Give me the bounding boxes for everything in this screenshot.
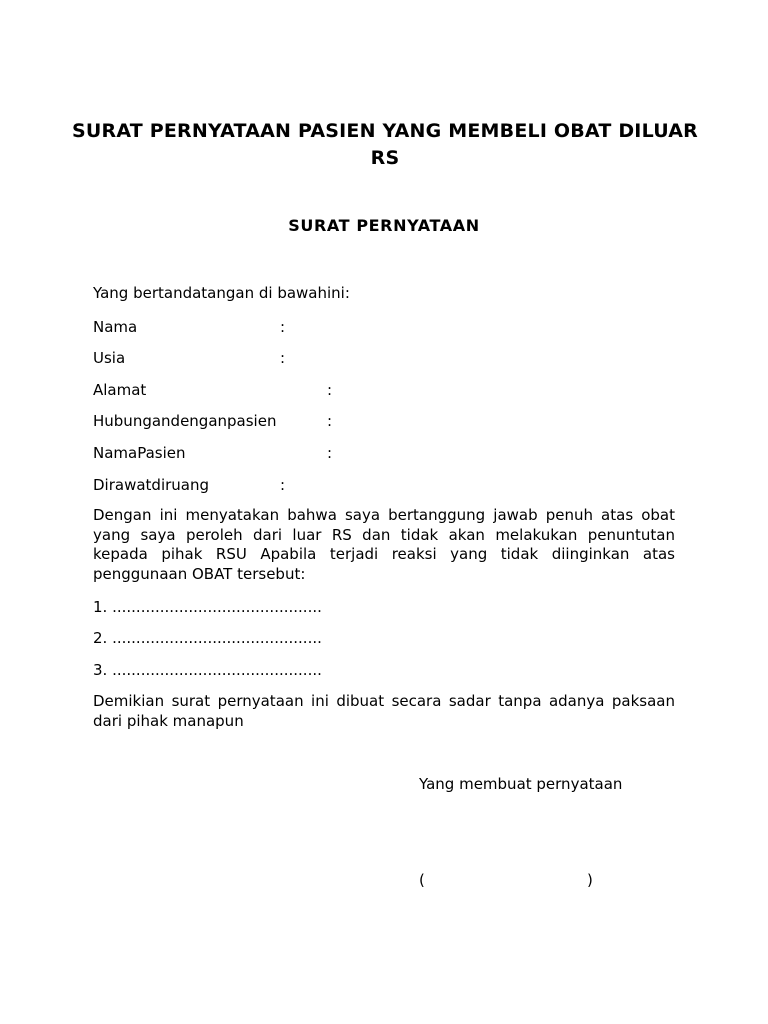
signature-open-paren: (: [419, 871, 425, 889]
field-separator: :: [280, 476, 286, 494]
field-label: Dirawatdiruang: [93, 476, 210, 494]
statement-paragraph: Dengan ini menyatakan bahwa saya bertanggung jawab penuh atas obat yang saya peroleh dari luar RS dan tidak akan melakukan penuntutan kepada pihak RSU Apabila terjadi reaksi yang tidak diinginkan atas penggunaan OBAT tersebut:: [93, 506, 675, 584]
field-dirawat-diruang: [93, 476, 675, 496]
list-item: 1. ............................................: [93, 598, 322, 616]
field-label: Usia: [93, 349, 126, 367]
signature-close-paren: ): [587, 871, 593, 889]
list-item: 2. ............................................: [93, 629, 322, 647]
field-separator: :: [327, 381, 333, 399]
field-usia: [93, 349, 675, 369]
document-subtitle: SURAT PERNYATAAN: [288, 216, 480, 235]
signer-label: Yang membuat pernyataan: [419, 775, 623, 793]
document-title: SURAT PERNYATAAN PASIEN YANG MEMBELI OBAT DILUAR RS: [72, 120, 698, 169]
field-label: NamaPasien: [93, 444, 186, 462]
field-label: Alamat: [93, 381, 147, 399]
list-item: 3. ............................................: [93, 661, 322, 679]
field-hubungan: [93, 412, 675, 432]
field-separator: :: [280, 318, 286, 336]
field-separator: :: [327, 444, 333, 462]
field-label: Nama: [93, 318, 138, 336]
field-alamat: [93, 381, 675, 401]
field-label: Hubungandenganpasien: [93, 412, 277, 430]
field-separator: :: [327, 412, 333, 430]
field-nama-pasien: [93, 444, 675, 464]
field-nama: [93, 318, 675, 338]
intro-text: Yang bertandatangan di bawahini:: [93, 284, 350, 302]
field-separator: :: [280, 349, 286, 367]
closing-paragraph: Demikian surat pernyataan ini dibuat secara sadar tanpa adanya paksaan dari pihak manapun: [93, 692, 675, 730]
